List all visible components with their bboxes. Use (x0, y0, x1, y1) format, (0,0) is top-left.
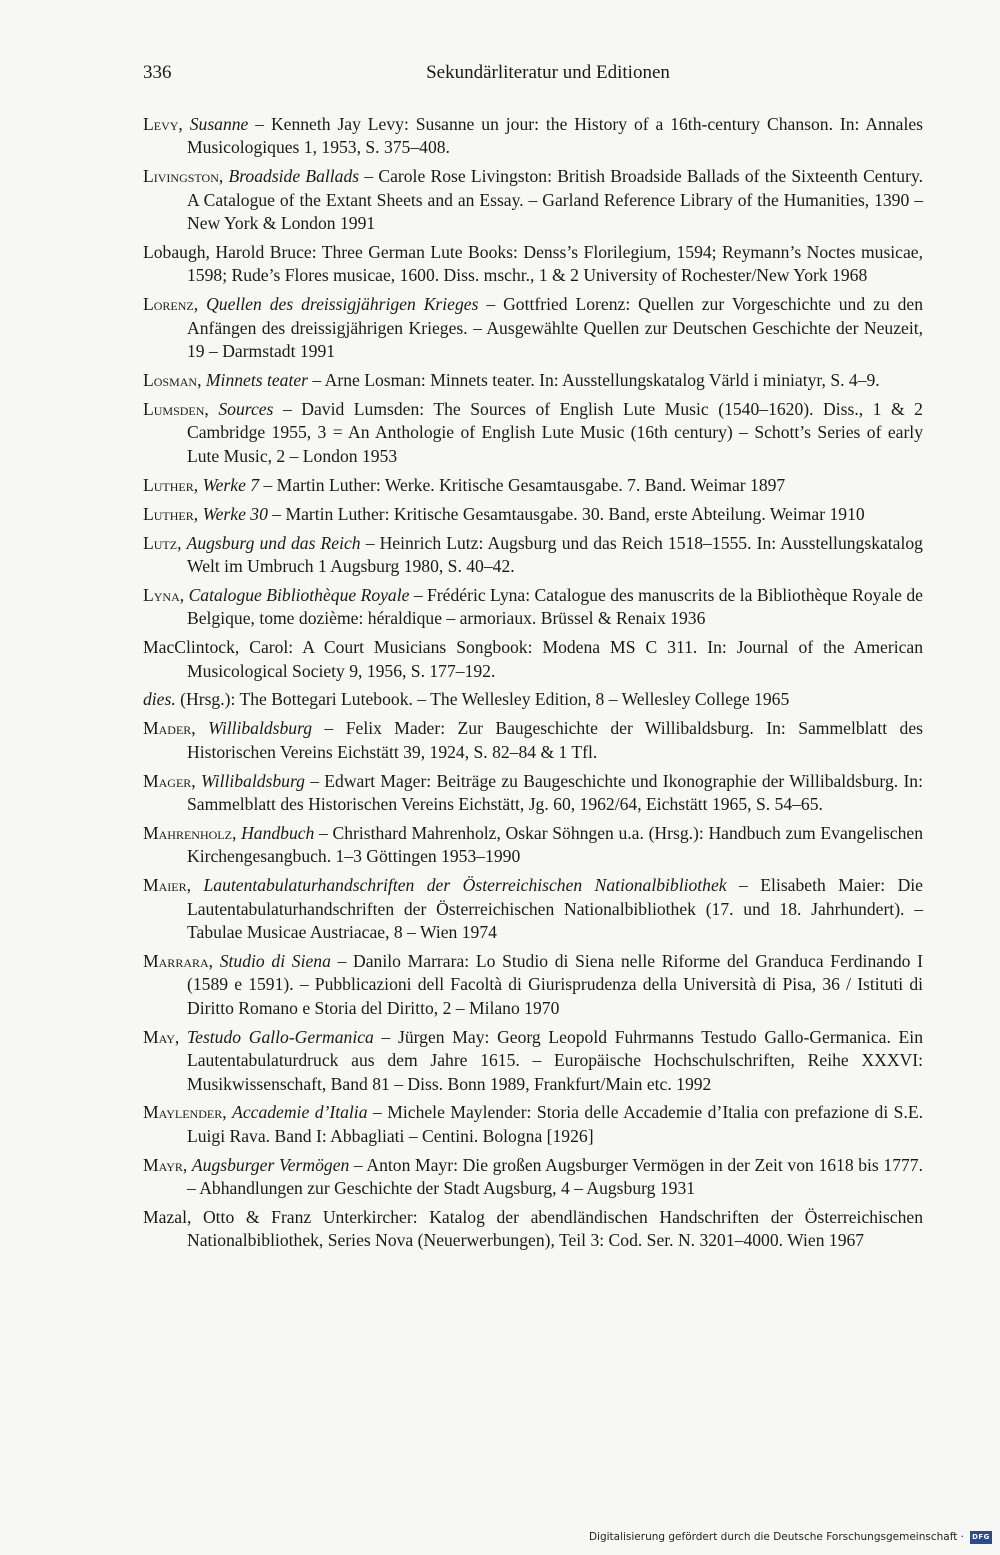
entry-short-title: Accademie d’Italia (232, 1102, 368, 1123)
entry-author: Livingston, (143, 166, 224, 187)
entry-short-title: Studio di Siena (219, 951, 331, 971)
bibliography-list (143, 113, 923, 1258)
bibliography-entry (143, 636, 923, 683)
entry-author: Mager, (143, 770, 196, 791)
entry-text: – Martin Luther: Kritische Gesamtausgabe. 30. Band, erste Abteilung. Weimar 1910 (267, 503, 865, 524)
page-header (143, 58, 923, 92)
footer (589, 1525, 992, 1549)
bibliography-entry (143, 717, 923, 764)
entry-author: Mader, (143, 718, 196, 739)
bibliography-entry (143, 532, 923, 579)
entry-author: Mahrenholz, (143, 822, 237, 843)
entry-text: – Kenneth Jay Levy: Susanne un jour: the History of a 16th-century Chanson. In: Annales Musicologiques 1, 1953, S. 375–408. (187, 114, 923, 158)
bibliography-entry (143, 1026, 923, 1096)
entry-short-title: Testudo Gallo-Germanica (186, 1026, 374, 1047)
entry-text: – Christhard Mahrenholz, Oskar Söhngen u.a. (Hrsg.): Handbuch zum Evangelischen Kirchengesangbuch. 1–3 Göttingen 1953–1990 (187, 822, 924, 867)
entry-author: Losman, (143, 370, 202, 391)
entry-author: Lyna, (143, 584, 185, 605)
entry-short-title: dies. (143, 689, 176, 710)
running-title: Sekundärliteratur und Editionen (426, 62, 670, 83)
entry-text: – Anton Mayr: Die großen Augsburger Vermögen in der Zeit von 1618 bis 1777. – Abhandlungen zur Geschichte der Stadt Augsburg, 4 – Augsburg 1931 (187, 1154, 923, 1199)
entry-text: – Carole Rose Livingston: British Broadside Ballads of the Sixteenth Century. A Catalogue of the Extant Sheets and an Essay. – Garland Reference Library of the Humanities, 1390 – New York & London 1991 (187, 166, 924, 234)
bibliography-entry (143, 874, 923, 944)
bibliography-entry (143, 1206, 923, 1253)
entry-text: – Danilo Marrara: Lo Studio di Siena nelle Riforme del Granduca Ferdinando I (1589 e 1591). – Pubblicazioni dell Facoltà di Giurisprudenza della Università di Pisa, 36 / Istituti di Diritto Romano e Storia del Diritto, 2 – Milano 1970 (187, 951, 923, 1018)
entry-short-title: Werke 7 (202, 474, 260, 495)
entry-author: Luther, (143, 503, 199, 524)
entry-text: – Gottfried Lorenz: Quellen zur Vorgeschichte und zu den Anfängen des dreissigjährigen Krieges. – Ausgewählte Quellen zur Deutschen Geschichte der Neuzeit, 19 – Darmstadt 1991 (187, 294, 924, 362)
footer-credit: Digitalisierung gefördert durch die Deutsche Forschungsgemeinschaft · (588, 1531, 964, 1543)
bibliography-entry (143, 950, 923, 1020)
entry-text: – Martin Luther: Werke. Kritische Gesamtausgabe. 7. Band. Weimar 1897 (259, 474, 786, 495)
bibliography-entry (143, 474, 923, 497)
entry-text: – Jürgen May: Georg Leopold Fuhrmanns Testudo Gallo-Germanica. Ein Lautentabulaturdruck aus dem Jahre 1615. – Europäische Hochschulschriften, Reihe XXXVI: Musikwissenschaft, Band 81 – Diss. Bonn 1989, Frankfurt/Main etc. 1992 (187, 1026, 923, 1094)
bibliography-entry (143, 369, 923, 392)
dfg-logo-icon: DFG (970, 1531, 992, 1544)
entry-author: Lutz, (143, 532, 182, 553)
bibliography-entry (143, 688, 923, 711)
entry-short-title: Werke 30 (202, 503, 268, 524)
entry-text: MacClintock, Carol: A Court Musicians Songbook: Modena MS C 311. In: Journal of the American Musicological Society 9, 1956, S. 177–192. (143, 637, 923, 681)
entry-short-title: Augsburger Vermögen (191, 1154, 350, 1175)
entry-short-title: Willibaldsburg (201, 770, 305, 791)
entry-short-title: Augsburg und das Reich (186, 532, 361, 553)
bibliography-entry (143, 165, 923, 235)
bibliography-entry (143, 293, 923, 363)
entry-text: – Edwart Mager: Beiträge zu Baugeschichte und Ikonographie der Willibaldsburg. In: Sammelblatt des Historischen Vereins Eichstätt, Jg. 60, 1962/64, Eichstätt 1965, S. 54–65. (187, 770, 923, 815)
entry-author: Lumsden, (143, 398, 209, 419)
bibliography-entry (143, 770, 923, 817)
bibliography-entry (143, 113, 923, 160)
bibliography-entry (143, 1154, 923, 1201)
entry-short-title: Willibaldsburg (208, 718, 313, 739)
entry-author: Luther, (143, 474, 199, 495)
entry-text: Mazal, Otto & Franz Unterkircher: Katalog der abendländischen Handschriften der Österreichischen Nationalbibliothek, Series Nova (Neuerwerbungen), Teil 3: Cod. Ser. N. 3201–4000. Wien 1967 (143, 1207, 923, 1251)
entry-text: Lobaugh, Harold Bruce: Three German Lute Books: Denss’s Florilegium, 1594; Reymann’s Noctes musicae, 1598; Rude’s Flores musicae, 1600. Diss. mschr., 1 & 2 University of Rochester/New York 1968 (143, 242, 923, 286)
bibliography-entry (143, 241, 923, 288)
entry-short-title: Catalogue Bibliothèque Royale (188, 584, 410, 605)
entry-author: Mayr, (143, 1154, 188, 1175)
entry-author: May, (143, 1026, 180, 1047)
entry-author: Maier, (143, 875, 192, 896)
entry-short-title: Lautentabulaturhandschriften der Österreichischen Nationalbibliothek (203, 875, 727, 896)
entry-short-title: Broadside Ballads (228, 166, 360, 187)
entry-text: – Elisabeth Maier: Die Lautentabulaturhandschriften der Österreichischen Nationalbibliothek (17. und 18. Jahrhundert). – Tabulae Musicae Austriacae, 8 – Wien 1974 (187, 875, 923, 943)
entry-text: – Arne Losman: Minnets teater. In: Ausstellungskatalog Värld i miniatyr, S. 4–9. (308, 370, 880, 391)
entry-text: (Hrsg.): The Bottegari Lutebook. – The Wellesley Edition, 8 – Wellesley College 1965 (175, 689, 790, 710)
entry-text: – Heinrich Lutz: Augsburg und das Reich 1518–1555. In: Ausstellungskatalog Welt im Umbruch 1 Augsburg 1980, S. 40–42. (187, 532, 923, 576)
entry-short-title: Minnets teater (205, 370, 309, 391)
bibliography-entry (143, 503, 923, 526)
entry-author: Levy, (143, 114, 183, 134)
bibliography-entry (143, 398, 923, 468)
entry-short-title: Susanne (189, 114, 249, 134)
bibliography-entry (143, 822, 923, 869)
entry-short-title: Quellen des dreissigjährigen Krieges (206, 294, 479, 315)
entry-short-title: Sources (218, 398, 274, 419)
entry-text: – David Lumsden: The Sources of English Lute Music (1540–1620). Diss., 1 & 2 Cambridge 1955, 3 = An Anthologie of English Lute Music (16th century) – Schott’s Series of early Lute Music, 2 – London 1953 (187, 398, 923, 466)
bibliography-entry (143, 584, 923, 631)
entry-text: – Felix Mader: Zur Baugeschichte der Willibaldsburg. In: Sammelblatt des Historischen Vereins Eichstätt 39, 1924, S. 82–84 & 1 Tfl. (187, 718, 923, 762)
bibliography-entry (143, 1101, 923, 1148)
entry-author: Marrara, (143, 951, 214, 971)
entry-author: Maylender, (143, 1102, 227, 1123)
entry-author: Lorenz, (143, 294, 199, 315)
entry-short-title: Handbuch (241, 822, 315, 843)
page-number: 336 (143, 62, 172, 83)
entry-text: – Michele Maylender: Storia delle Accademie d’Italia con prefazione di S.E. Luigi Rava. Band I: Abbagliati – Centini. Bologna [1926] (187, 1102, 923, 1146)
entry-text: – Frédéric Lyna: Catalogue des manuscrits de la Bibliothèque Royale de Belgique, tome dozième: héraldique – armoriaux. Brüssel & Renaix 1936 (187, 584, 923, 629)
